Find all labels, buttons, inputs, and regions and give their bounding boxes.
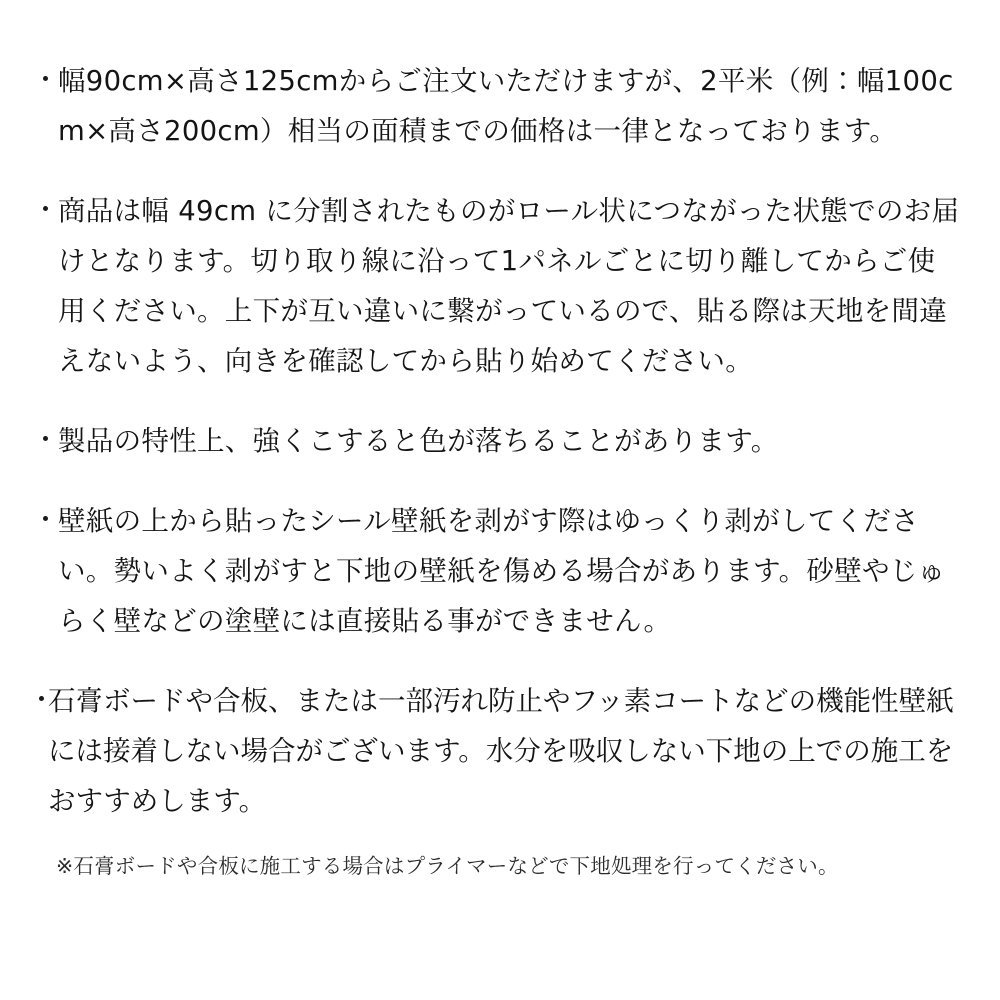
notes-list: [28, 56, 960, 826]
list-item: [28, 186, 960, 386]
list-item: [28, 56, 960, 156]
list-item: [28, 676, 960, 826]
bullet-icon: ・: [32, 195, 59, 226]
footnote-text: ※石膏ボードや合板に施工する場合はプライマーなどで下地処理を行ってください。: [56, 854, 839, 878]
note-text: 壁紙の上から貼ったシール壁紙を剥がす際はゆっくり剥がしてください。勢いよく剥がすと下地の壁紙を傷める場合があります。砂壁やじゅらく壁などの塗壁には直接貼る事ができません。: [58, 505, 946, 637]
note-text: 製品の特性上、強くこすると色が落ちることがあります。: [58, 425, 779, 457]
note-text: 幅90cm×高さ125cmからご注文いただけますが、2平米（例：幅100cm×高さ200cm）相当の面積までの価格は一律となっております。: [58, 65, 954, 147]
bullet-icon: ・: [32, 425, 59, 456]
list-item: [28, 416, 960, 466]
bullet-icon: ・: [28, 685, 55, 716]
note-text: 商品は幅 49cm に分割されたものがロール状につながった状態でのお届けとなります。切り取り線に沿って1パネルごとに切り離してからご使用ください。上下が互い違いに繋がっているので、貼る際は天地を間違えないよう、向きを確認してから貼り始めてください。: [58, 195, 960, 377]
bullet-icon: ・: [32, 65, 59, 96]
bullet-icon: ・: [32, 505, 59, 536]
note-text: 石膏ボードや合板、または一部汚れ防止やフッ素コートなどの機能性壁紙には接着しない場合がございます。水分を吸収しない下地の上での施工をおすすめします。: [48, 685, 954, 817]
list-item: [28, 496, 960, 646]
